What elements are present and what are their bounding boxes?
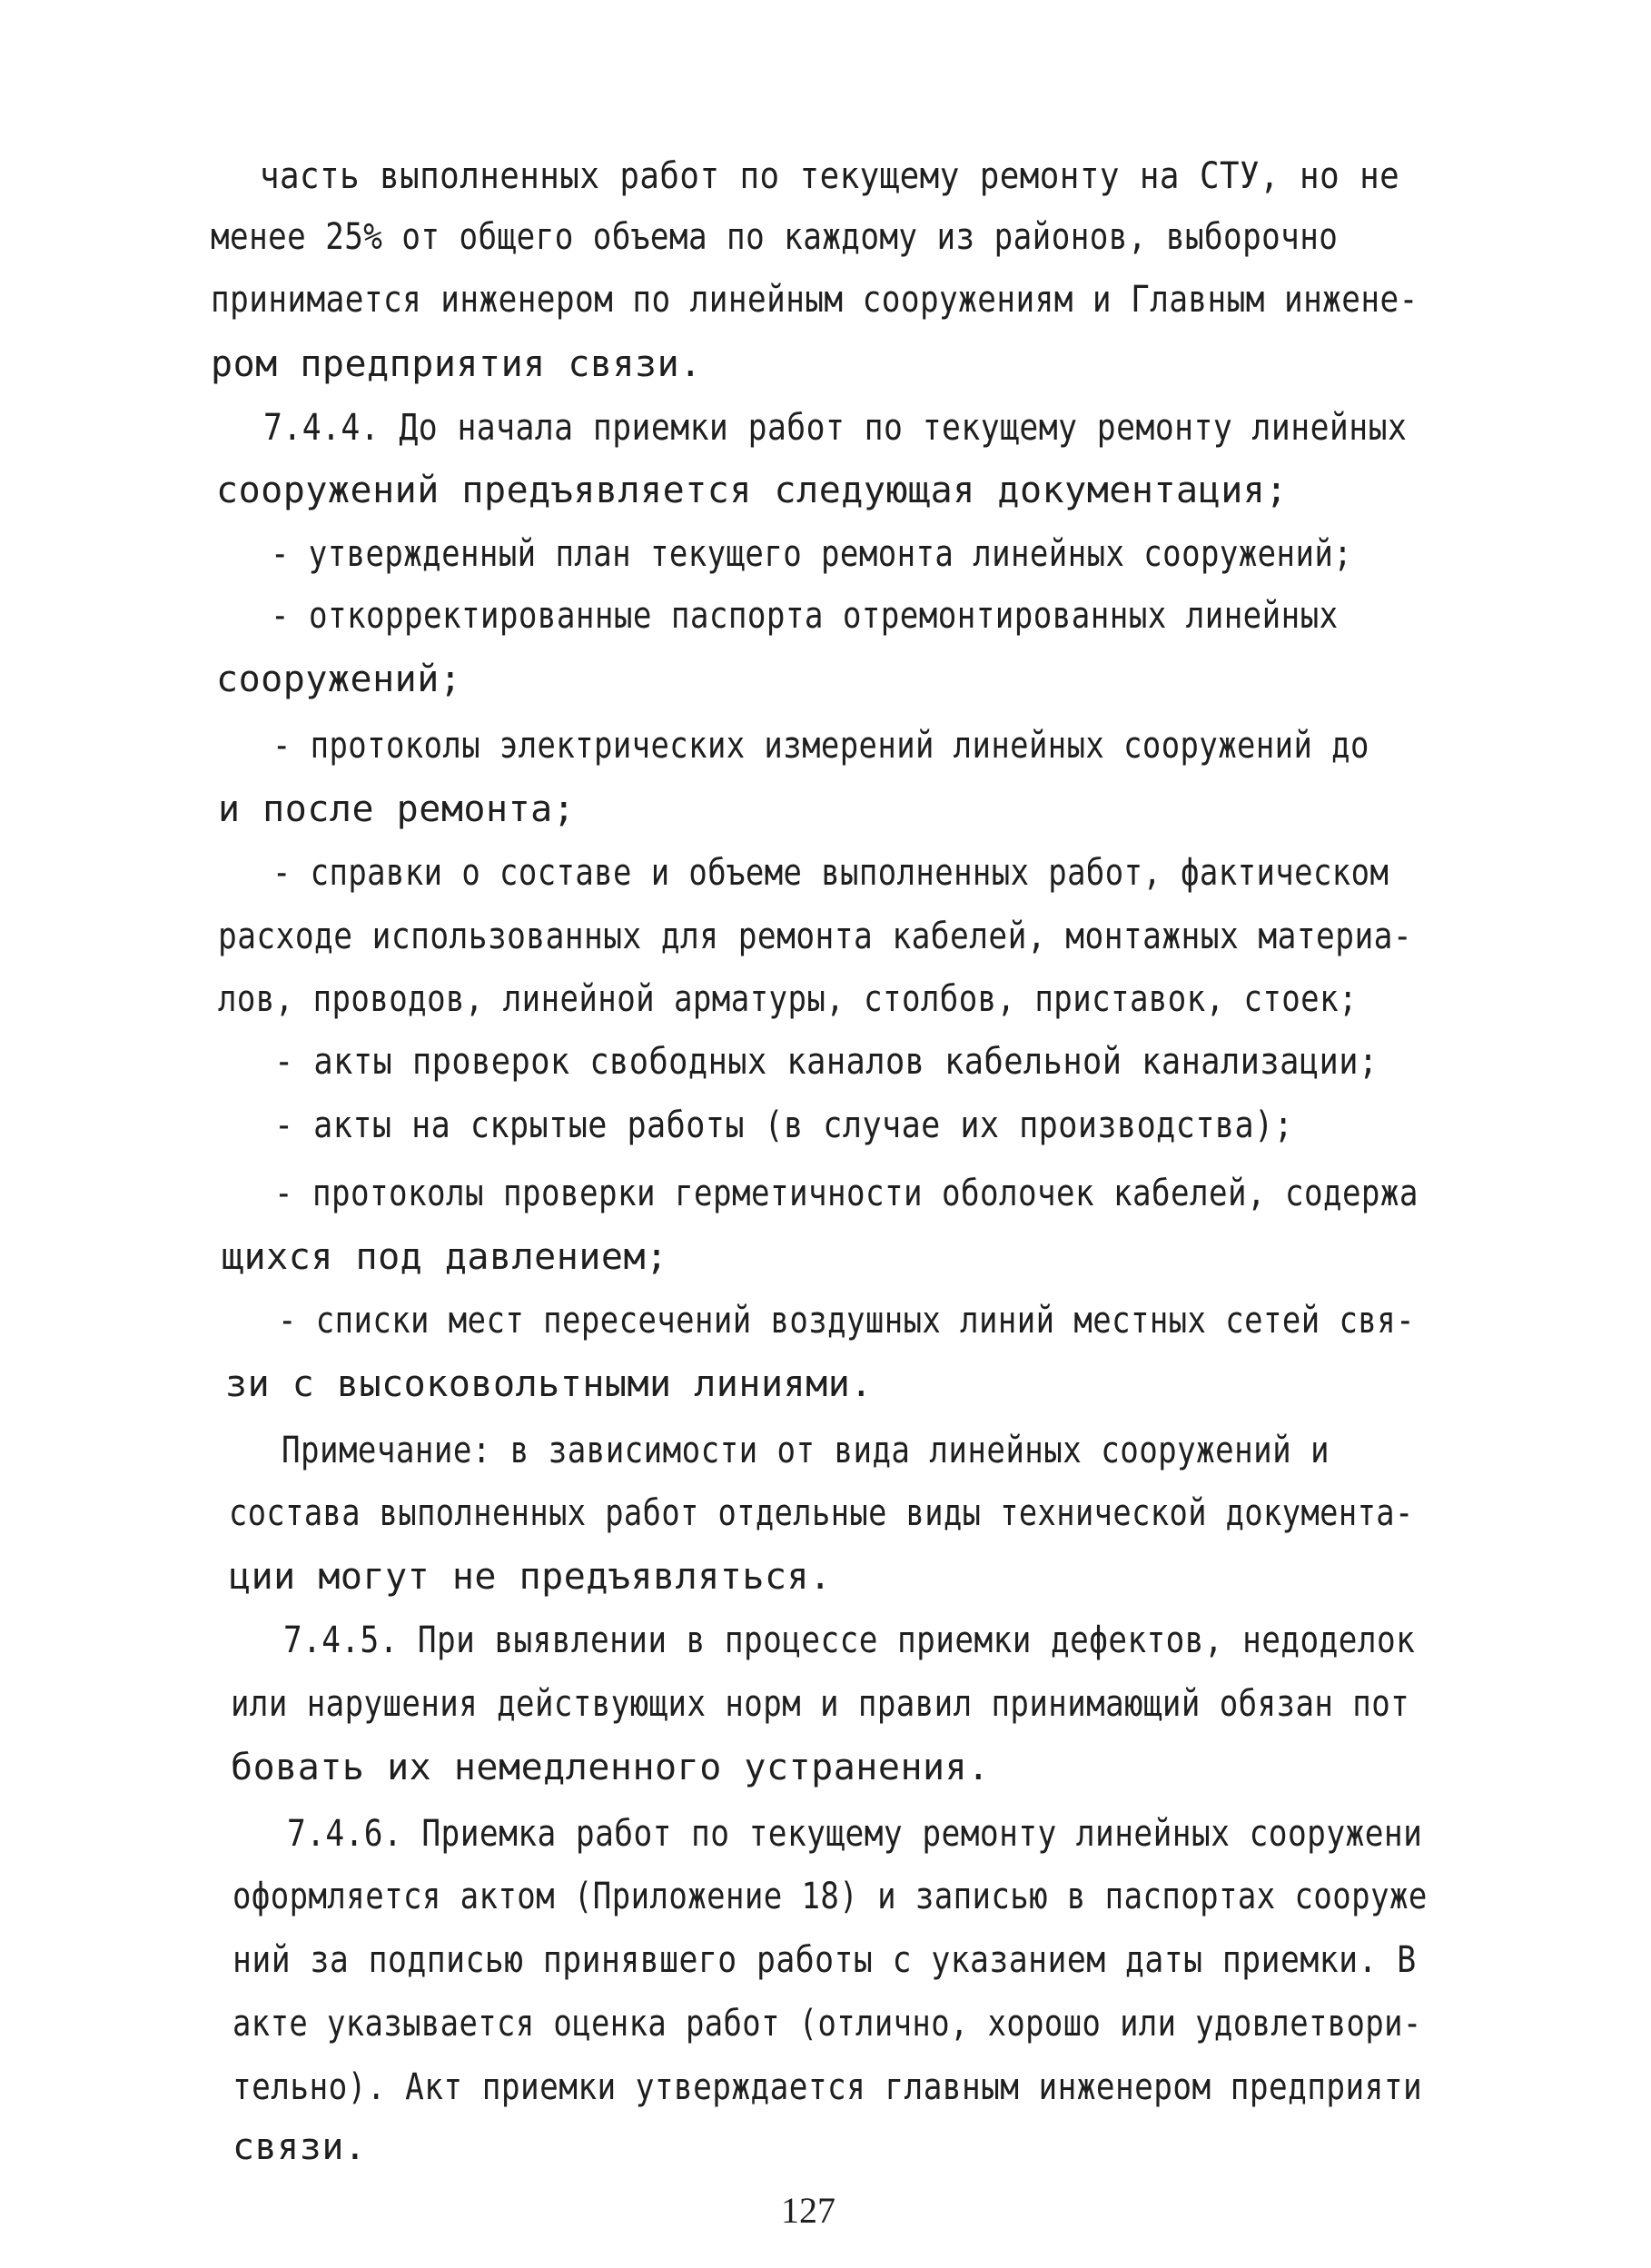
text-line-16: - акты на скрытые работы (в случае их производства);: [274, 1104, 1294, 1146]
note-line-2: состава выполненных работ отдельные виды технической документа-: [229, 1492, 1414, 1534]
note-line-3: ции могут не предъявляться.: [229, 1556, 832, 1598]
page-number: 127: [781, 2190, 835, 2231]
text-line-14: лов, проводов, линейной арматуры, столбов, приставок, стоек;: [218, 978, 1358, 1020]
text-line-29: связи.: [232, 2126, 367, 2168]
text-line-11: и после ремонта;: [218, 788, 576, 830]
text-line-5: 7.4.4. До начала приемки работ по текущему ремонту линейных: [263, 407, 1408, 449]
text-line-21: 7.4.5. При выявлении в процессе приемки дефектов, недоделок: [283, 1619, 1416, 1661]
text-line-18: щихся под давлением;: [222, 1236, 668, 1278]
text-line-7: - утвержденный план текущего ремонта линейных сооружений;: [271, 533, 1353, 575]
note-line-1: Примечание: в зависимости от вида линейных сооружений и: [282, 1430, 1330, 1471]
text-line-6: сооружений предъявляется следующая документация;: [216, 470, 1288, 511]
text-line-2: менее 25% от общего объема по каждому из районов, выборочно: [211, 216, 1339, 258]
text-line-13: расходе использованных для ремонта кабелей, монтажных материа-: [218, 916, 1413, 957]
text-line-9: сооружений;: [216, 659, 462, 700]
text-line-25: оформляется актом (Приложение 18) и записью в паспортах сооруже: [232, 1876, 1428, 1917]
text-line-28: тельно). Акт приемки утверждается главным инженером предприяти: [232, 2066, 1423, 2108]
text-line-4: ром предприятия связи.: [211, 343, 702, 385]
text-line-27: акте указывается оценка работ (отлично, хорошо или удовлетвори-: [232, 2003, 1422, 2045]
text-line-1: часть выполненных работ по текущему ремонту на СТУ, но не: [260, 155, 1400, 197]
text-line-3: принимается инженером по линейным сооружениям и Главным инжене-: [211, 279, 1419, 321]
text-line-19: - списки мест пересечений воздушных линий местных сетей свя-: [278, 1300, 1415, 1342]
text-line-23: бовать их немедленного устранения.: [231, 1747, 990, 1788]
text-line-26: ний за подписью принявшего работы с указанием даты приемки. В: [232, 1939, 1417, 1981]
text-line-24: 7.4.6. Приемка работ по текущему ремонту линейных сооружени: [287, 1813, 1423, 1855]
text-line-8: - откорректированные паспорта отремонтированных линейных: [271, 595, 1339, 637]
text-line-22: или нарушения действующих норм и правил принимающий обязан пот: [231, 1683, 1410, 1725]
text-line-17: - протоколы проверки герметичности оболочек кабелей, содержа: [274, 1173, 1419, 1214]
text-line-10: - протоколы электрических измерений линейных сооружений до: [272, 725, 1369, 767]
text-line-12: - справки о составе и объеме выполненных работ, фактическом: [272, 852, 1389, 894]
text-line-15: - акты проверок свободных каналов кабельной канализации;: [274, 1041, 1379, 1083]
text-line-20: зи с высоковольтными линиями.: [225, 1363, 873, 1405]
